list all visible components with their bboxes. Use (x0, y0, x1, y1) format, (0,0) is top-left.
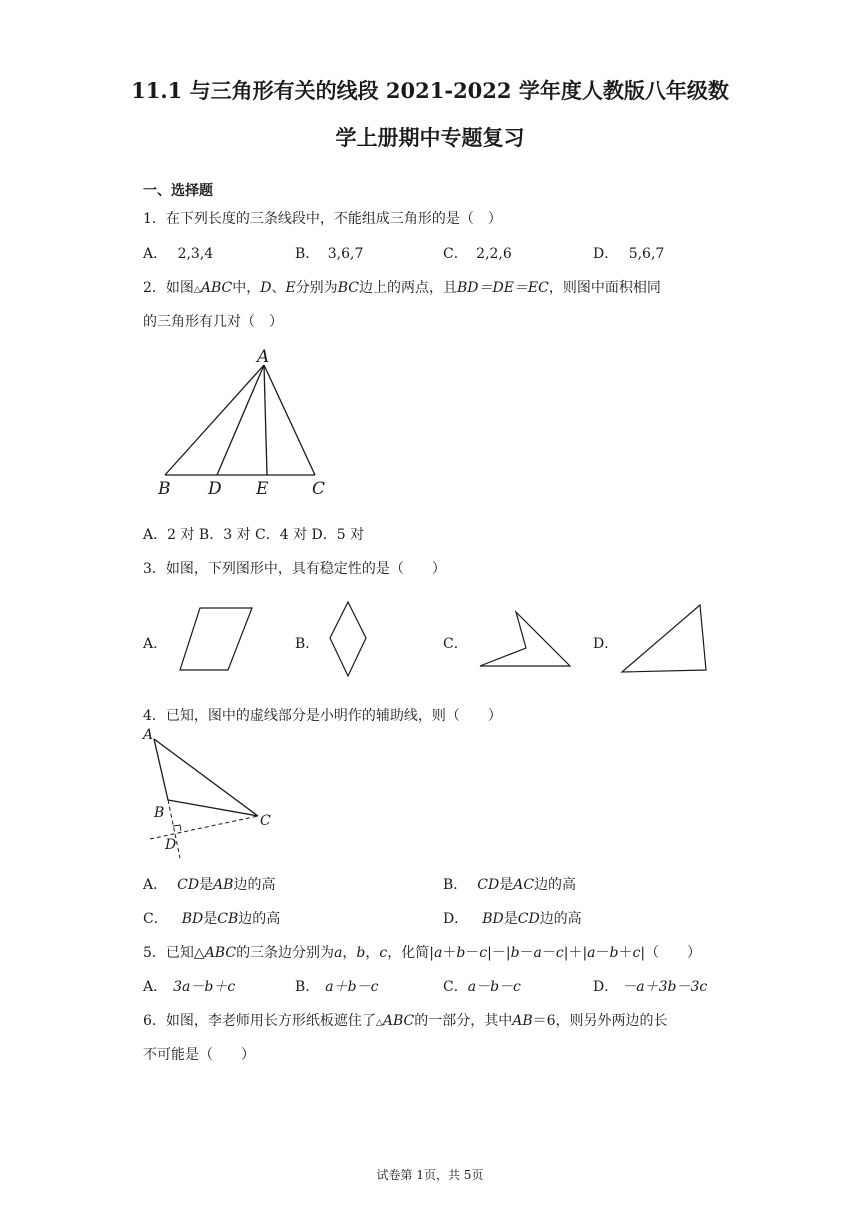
question-6-stem-line-2: 不可能是（ ） (143, 1047, 255, 1063)
math-var: AB (213, 877, 234, 893)
math-var: a (533, 945, 542, 961)
option-key: B． (443, 877, 468, 893)
question-3-option-c: C． (443, 636, 468, 652)
stem-text: 边上的两点，且 (358, 280, 457, 296)
option-text: 5,6,7 (628, 246, 665, 262)
question-5-option-c (443, 976, 521, 996)
option-text: 边的高 (539, 911, 582, 927)
concave-quadrilateral-figure (476, 608, 576, 670)
option-key: A． (143, 877, 168, 893)
question-2-options: A．2 对 B．3 对 C．4 对 D．5 对 (143, 527, 365, 543)
stem-text: ， (342, 945, 357, 961)
option-text: 边的高 (534, 877, 577, 893)
stem-text: ＋ (618, 945, 633, 961)
question-3-option-a: A． (143, 636, 168, 652)
stem-text: 的一部分，其中 (414, 1013, 513, 1029)
option-key: C． (443, 979, 468, 995)
stem-text: 中， (232, 280, 261, 296)
stem-text: |（ ） (640, 945, 702, 961)
stem-text: ，化简| (387, 945, 434, 961)
option-text: a＋b－c (325, 979, 379, 995)
question-3-option-b: B． (295, 636, 320, 652)
stem-text: ，则图中面积相同 (548, 280, 661, 296)
stem-text: ， (365, 945, 380, 961)
question-5-option-a (143, 976, 235, 996)
section-heading: 一、选择题 (143, 183, 213, 199)
question-2-figure (150, 345, 340, 500)
segment-ae (264, 365, 267, 475)
page-footer: 试卷第 1页，共 5页 (376, 1168, 484, 1182)
option-text: 是 (203, 911, 218, 927)
option-key: A． (143, 246, 168, 262)
question-3-option-d: D． (593, 636, 619, 652)
label-d: D (165, 837, 177, 853)
segment-ac (264, 365, 315, 475)
question-4-stem: 4．已知，图中的虚线部分是小明作的辅助线，则（ ） (143, 708, 502, 724)
math-var: b (356, 945, 366, 961)
option-text: 3a－b＋c (173, 979, 236, 995)
option-key: B． (295, 246, 320, 262)
math-var: a (433, 945, 443, 961)
math-var: c (632, 945, 641, 961)
math-var: CB (217, 911, 239, 927)
question-2-stem (143, 277, 661, 297)
stem-text: － (465, 945, 480, 961)
segment-bc (168, 800, 258, 816)
math-equation: BD＝DE＝EC (456, 280, 549, 296)
question-2-stem-line-2: 的三角形有几对（ ） (143, 314, 283, 330)
math-var: a (587, 945, 596, 961)
math-var: CD (177, 877, 200, 893)
math-var: D (260, 280, 272, 296)
triangle-figure (618, 602, 710, 676)
question-1-option-a (143, 243, 213, 263)
page-title-line-2: 学上册期中专题复习 (335, 125, 525, 150)
question-4-option-c (143, 908, 280, 928)
option-key: C． (143, 911, 168, 927)
stem-text: 5．已知△ (143, 945, 205, 961)
math-var: BD (181, 911, 204, 927)
option-key: B． (295, 979, 320, 995)
parallelogram-figure (176, 605, 256, 673)
option-key: D． (593, 979, 619, 995)
math-var: CD (477, 877, 500, 893)
option-text: 边的高 (238, 911, 281, 927)
stem-text: － (541, 945, 556, 961)
math-var: BD (482, 911, 504, 927)
question-4-option-a (143, 874, 275, 894)
label-d: D (208, 479, 222, 499)
stem-text: 、 (271, 280, 286, 296)
label-a: A (257, 347, 270, 367)
question-4-option-d (443, 908, 582, 928)
option-text: －a＋3b－3c (622, 979, 708, 995)
option-text: 是 (499, 877, 514, 893)
label-c: C (260, 813, 271, 829)
question-1-option-d (593, 243, 664, 263)
option-text: a－b－c (467, 979, 521, 995)
math-var: ABC (382, 1013, 415, 1029)
segment-ab (165, 365, 264, 475)
math-var: AC (513, 877, 535, 893)
question-5-stem (143, 942, 701, 962)
math-var: BC (337, 280, 359, 296)
question-6-stem (143, 1010, 668, 1030)
stem-text: |－| (487, 945, 511, 961)
question-1-option-c (443, 243, 512, 263)
stem-text: 6．如图，李老师用长方形纸板遮住了 (143, 1013, 376, 1029)
label-e: E (256, 479, 269, 499)
page-title-line-1: 11.1 与三角形有关的线段 2021-2022 学年度人教版八年级数 (131, 78, 729, 103)
math-var: a (334, 945, 343, 961)
label-b: B (154, 805, 165, 821)
question-4-option-b (443, 874, 576, 894)
question-4-figure (140, 725, 285, 865)
stem-text: 分别为 (295, 280, 338, 296)
question-5-option-b (295, 976, 378, 996)
option-text: 3,6,7 (327, 246, 364, 262)
math-var: c (555, 945, 564, 961)
stem-text: 的三条边分别为 (236, 945, 335, 961)
option-text: 是 (199, 877, 214, 893)
question-5-option-d (593, 976, 707, 996)
option-text: 是 (503, 911, 518, 927)
option-key: C． (443, 246, 468, 262)
option-text: 边的高 (233, 877, 276, 893)
math-var: b (609, 945, 619, 961)
math-var: ABC (204, 945, 237, 961)
triangle-symbol: △ (375, 1018, 383, 1028)
stem-text: － (595, 945, 610, 961)
option-key: D． (593, 246, 619, 262)
segment-ac (154, 739, 258, 816)
segment-ad (217, 365, 264, 475)
stem-text: ＋ (442, 945, 457, 961)
stem-text: － (519, 945, 534, 961)
triangle-symbol: △ (193, 285, 201, 295)
dashed-auxiliary-line (150, 816, 258, 839)
option-text: 2,3,4 (177, 246, 214, 262)
math-var: ABC (200, 280, 233, 296)
math-var: E (285, 280, 296, 296)
rhombus-figure (327, 600, 369, 680)
math-var: CD (517, 911, 540, 927)
label-b: B (158, 479, 171, 499)
question-1-stem: 1．在下列长度的三条线段中，不能组成三角形的是（ ） (143, 211, 502, 227)
math-var: AB (512, 1013, 533, 1029)
math-var: b (510, 945, 520, 961)
label-c: C (312, 479, 326, 499)
option-key: A． (143, 979, 168, 995)
stem-text: |＋| (563, 945, 588, 961)
stem-text: 2．如图 (143, 280, 194, 296)
option-text: 2,2,6 (476, 246, 512, 262)
stem-text: ＝6，则另外两边的长 (532, 1013, 668, 1029)
question-1-option-b (295, 243, 363, 263)
label-a: A (143, 727, 154, 743)
math-var: c (479, 945, 488, 961)
question-3-stem: 3．如图，下列图形中，具有稳定性的是（ ） (143, 561, 446, 577)
option-key: D． (443, 911, 469, 927)
math-var: b (456, 945, 466, 961)
math-var: c (379, 945, 388, 961)
